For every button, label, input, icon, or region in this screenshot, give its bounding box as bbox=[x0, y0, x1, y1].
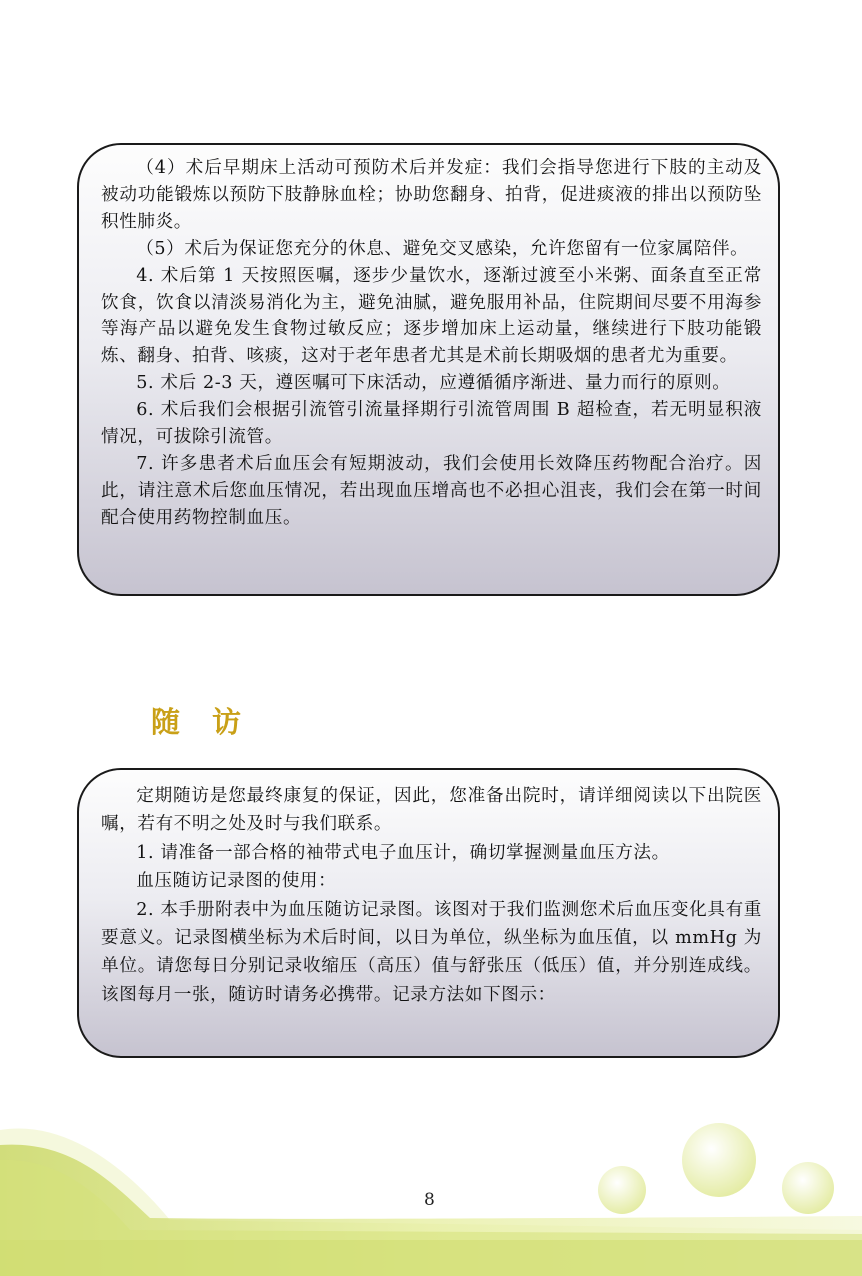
ambulation-paragraph: 5. 术后 2-3 天，遵医嘱可下床活动，应遵循循序渐进、量力而行的原则。 bbox=[136, 373, 731, 394]
diet-paragraph: 4. 术后第 1 天按照医嘱，逐步少量饮水，逐渐过渡至小米粥、面条直至正常饮食，饮食以清淡易消化为主，避免油腻，避免服用补品，住院期间尽要不用海参等海产品以避免发生食物过敏反应；逐步增加床上运动量，继续进行下肢功能锻炼、翻身、拍背、咳痰，这对于老年患者尤其是术前长期吸烟的患者尤为重要。 bbox=[101, 265, 762, 367]
decorative-circle-small bbox=[598, 1166, 646, 1214]
chart-usage-label: 血压随访记录图的使用： bbox=[136, 871, 337, 892]
bp-monitor-paragraph: 1. 请准备一部合格的袖带式电子血压计，确切掌握测量血压方法。 bbox=[136, 842, 670, 863]
decorative-circle-large bbox=[682, 1123, 756, 1197]
blood-pressure-paragraph: 7. 许多患者术后血压会有短期波动，我们会使用长效降压药物配合治疗。因此，请注意术后您血压情况，若出现血压增高也不必担心沮丧，我们会在第一时间配合使用药物控制血压。 bbox=[101, 453, 762, 528]
followup-intro-paragraph: 定期随访是您最终康复的保证，因此，您准备出院时，请详细阅读以下出院医嘱，若有不明之处及时与我们联系。 bbox=[101, 786, 762, 835]
followup-box bbox=[77, 768, 780, 1058]
chart-instructions-paragraph: 2. 本手册附表中为血压随访记录图。该图对于我们监测您术后血压变化具有重要意义。记录图横坐标为术后时间，以日为单位，纵坐标为血压值，以 mmHg 为单位。请您每日分别记录收缩压（高压）值与舒张压（低压）值，并分别连成线。该图每月一张，随访时请务必携带。记录方法如下图示： bbox=[101, 899, 762, 1005]
care-paragraph-5: （5）术后为保证您充分的休息、避免交叉感染，允许您留有一位家属陪伴。 bbox=[136, 238, 749, 259]
postop-care-box bbox=[77, 143, 780, 596]
section-heading-followup: 随访 bbox=[151, 705, 274, 739]
care-paragraph-4: （4）术后早期床上活动可预防术后并发症：我们会指导您进行下肢的主动及被动功能锻炼以预防下肢静脉血栓；协助您翻身、拍背，促进痰液的排出以预防坠积性肺炎。 bbox=[101, 158, 762, 232]
decorative-swoosh-graphic bbox=[0, 1100, 862, 1276]
decorative-circle-right bbox=[782, 1162, 834, 1214]
page-number: 8 bbox=[424, 1190, 435, 1210]
drainage-paragraph: 6. 术后我们会根据引流管引流量择期行引流管周围 B 超检查，若无明显积液情况，可拔除引流管。 bbox=[101, 400, 762, 448]
